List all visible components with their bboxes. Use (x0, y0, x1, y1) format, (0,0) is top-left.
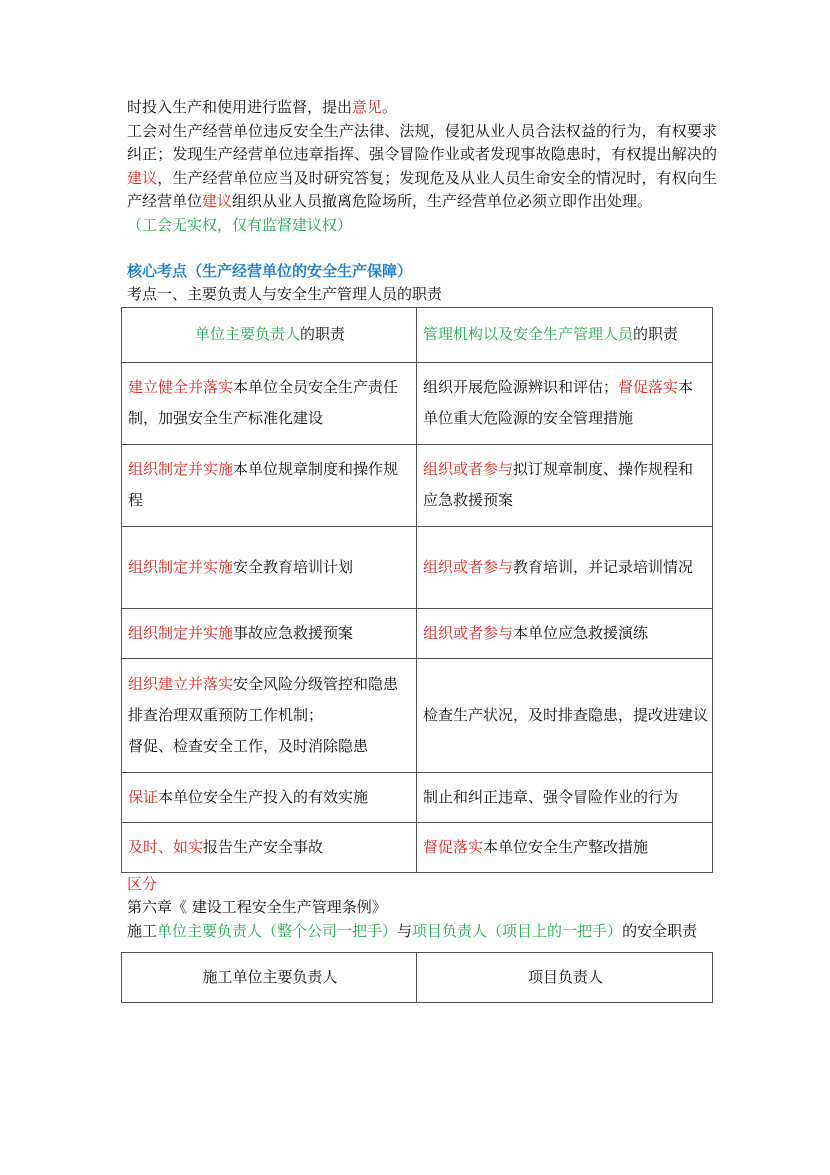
table-cell (122, 526, 417, 608)
text-span: 的职责 (633, 325, 679, 344)
highlight-red: 组织或者参与 (423, 460, 514, 479)
highlight-red: 意见 (352, 98, 383, 116)
duties-table (121, 307, 713, 873)
table-row (122, 772, 713, 822)
header-cell-left: 施工单位主要负责人 (122, 952, 417, 1002)
text-span: 教育培训，并记录培训情况 (513, 557, 694, 576)
text-span: 本单位安全生产整改措施 (483, 837, 649, 856)
highlight-red: 及时、如实 (128, 837, 204, 856)
text-span: 的安全职责 (622, 921, 698, 940)
highlight-red: 建立健全并落实 (128, 378, 234, 397)
text-span: 本单位全员安全生产责任制，加强安全生产标准化建设 (128, 378, 399, 428)
table-cell (417, 772, 713, 822)
text-span: 检查生产状况，及时排查隐患，提改进建议 (423, 705, 709, 724)
text-span: 制止和纠正违章、强令冒险作业的行为 (423, 787, 679, 806)
table-cell (122, 444, 417, 526)
highlight-red: 组织或者参与 (423, 557, 514, 576)
table-cell (122, 772, 417, 822)
distinguish-label: 区分 (127, 874, 158, 893)
highlight-green: 管理机构以及安全生产管理人员 (423, 325, 634, 344)
spacer (127, 238, 717, 260)
table-cell (122, 822, 417, 872)
highlight-red: 组织建立并落实 (128, 674, 234, 693)
table-row (122, 526, 713, 608)
table-cell (417, 822, 713, 872)
text-span: 本单位重大危险源的安全管理措施 (423, 378, 694, 428)
highlight-red: 保证 (128, 787, 159, 806)
table-cell (122, 362, 417, 444)
text-span: 事故应急救援预案 (233, 623, 354, 642)
intro-paragraph (127, 120, 717, 214)
header-cell-left (122, 307, 417, 362)
text-span: ，生产经营单位应当及时研究答复；发现危及从业人员生命安全的情况时，有权向生产经营单位 (127, 168, 717, 211)
highlight-red: 组织制定并实施 (128, 623, 234, 642)
section-subheading: 考点一、主要负责人与安全生产管理人员的职责 (127, 285, 443, 304)
header-cell-right: 项目负责人 (417, 952, 713, 1002)
table-row (122, 362, 713, 444)
highlight-red: 建议 (127, 168, 158, 187)
text-span: 施工 (127, 921, 158, 940)
distinguish-line (127, 920, 717, 944)
text-span: 本单位规章制度和操作规程 (128, 460, 399, 510)
section-heading: 核心考点（生产经营单位的安全生产保障） (127, 261, 413, 280)
highlight-green: 单位主要负责人（整个公司一把手） (157, 921, 398, 940)
table-row (122, 608, 713, 658)
table-cell (122, 608, 417, 658)
table-header-row (122, 307, 713, 362)
highlight-red: 督促落实 (618, 378, 679, 397)
chapter-title: 第六章《 建设工程安全生产管理条例》 (127, 898, 387, 917)
text-span: 本单位应急救援演练 (513, 623, 649, 642)
intro-note: （工会无实权，仅有监督建议权） (127, 215, 353, 234)
text-span: 时投入生产和使用进行监督，提出 (127, 98, 353, 116)
highlight-red: 督促落实 (423, 837, 484, 856)
text-span: 报告生产安全事故 (203, 837, 324, 856)
table-row (122, 658, 713, 772)
comparison-table (121, 952, 713, 1003)
table-cell (417, 658, 713, 772)
document-body (127, 96, 717, 1003)
text-span: 安全教育培训计划 (233, 557, 354, 576)
table-cell (417, 608, 713, 658)
highlight-red: 组织制定并实施 (128, 460, 234, 479)
table-row (122, 444, 713, 526)
text-span: 与 (397, 921, 413, 940)
text-span: 安全风险分级管控和隐患排查治理双重预防工作机制； (128, 674, 399, 724)
text-span: 组织开展危险源辨识和评估； (423, 378, 619, 397)
table-header-row (122, 952, 713, 1002)
text-span: 本单位安全生产投入的有效实施 (158, 787, 369, 806)
highlight-red: 建议 (202, 192, 233, 211)
table-cell (417, 362, 713, 444)
text-span: 拟订规章制度、操作规程和应急救援预案 (423, 460, 694, 510)
text-span: 。 (382, 98, 398, 116)
highlight-red: 组织或者参与 (423, 623, 514, 642)
table-cell (122, 658, 417, 772)
table-cell (417, 444, 713, 526)
highlight-green: 单位主要负责人 (194, 325, 300, 344)
table-cell (417, 526, 713, 608)
header-cell-right (417, 307, 713, 362)
table-row (122, 822, 713, 872)
text-span: 工会对生产经营单位违反安全生产法律、法规，侵犯从业人员合法权益的行为，有权要求纠正；发现生产经营单位违章指挥、强令冒险作业或者发现事故隐患时，有权提出解决的 (127, 121, 717, 164)
text-span: 督促、检查安全工作，及时消除隐患 (128, 736, 369, 755)
highlight-red: 组织制定并实施 (128, 557, 234, 576)
text-span: 的职责 (300, 325, 346, 344)
highlight-green: 项目负责人（项目上的一把手） (412, 921, 623, 940)
text-span: 组织从业人员撤离危险场所，生产经营单位必须立即作出处理。 (232, 192, 653, 211)
intro-line1 (127, 96, 717, 120)
